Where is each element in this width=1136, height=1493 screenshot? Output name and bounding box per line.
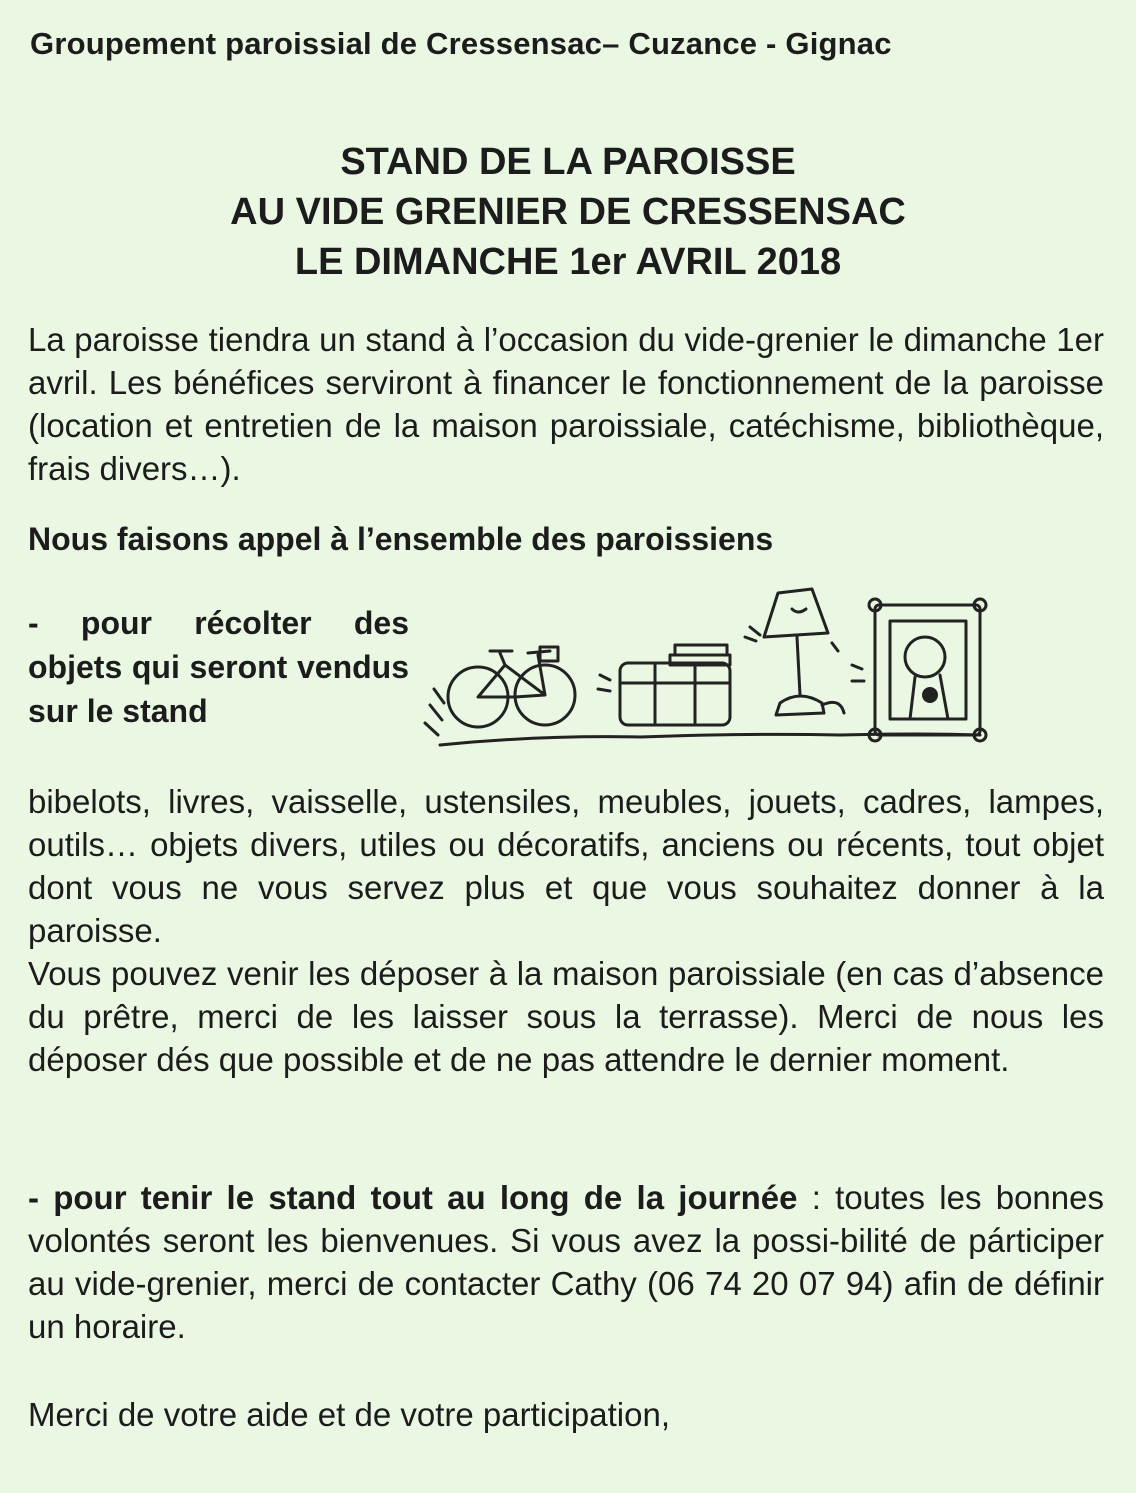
appeal-heading: Nous faisons appel à l’ensemble des paroissiens (28, 521, 774, 557)
event-title (0, 137, 1136, 287)
collect-objects-heading: - pour récolter des objets qui seront vendus sur le stand (28, 605, 409, 729)
intro-paragraph: La paroisse tiendra un stand à l’occasion du vide-grenier le dimanche 1er avril. Les bénéfices serviront à financer le fonctionnement de la paroisse (location et entretien de la maison paroissiale, catéchisme, bibliothèque, frais divers…). (28, 321, 1104, 487)
volunteer-text: : toutes les bonnes volontés seront les bienvenues. Si vous avez la possi-bilité de párticiper au vide-grenier, merci de contacter Cathy (06 74 20 07 94) afin de définir un horaire. (28, 1179, 1104, 1345)
title-line-3: LE DIMANCHE 1er AVRIL 2018 (294, 241, 842, 283)
title-line-2: AU VIDE GRENIER DE CRESSENSAC (230, 191, 906, 233)
flea-market-illustration (420, 585, 1010, 760)
deposit-paragraph: Vous pouvez venir les déposer à la maison paroissiale (en cas d’absence du prêtre, merci de les laisser sous la terrasse). Merci de nous les déposer dés que possible et de ne pas attendre le dernier moment. (28, 955, 1104, 1078)
lamp-icon (745, 589, 844, 715)
picture-frame-icon (852, 599, 986, 741)
volunteer-heading: - pour tenir le stand tout au long de la journée (28, 1179, 798, 1216)
trunk-icon (598, 645, 730, 725)
bicycle-icon (448, 647, 575, 727)
parish-group-header: Groupement paroissial de Cressensac– Cuzance - Gignac (30, 26, 892, 61)
volunteer-paragraph (28, 1176, 1104, 1348)
thanks-line: Merci de votre aide et de votre participation, (28, 1396, 671, 1433)
items-paragraph: bibelots, livres, vaisselle, ustensiles, meubles, jouets, cadres, lampes, outils… objets divers, utiles ou décoratifs, anciens ou récents, tout objet dont vous ne vous servez plus et que vous souhaitez donner à la paroisse. (28, 783, 1104, 949)
title-line-1: STAND DE LA PAROISSE (340, 141, 796, 183)
